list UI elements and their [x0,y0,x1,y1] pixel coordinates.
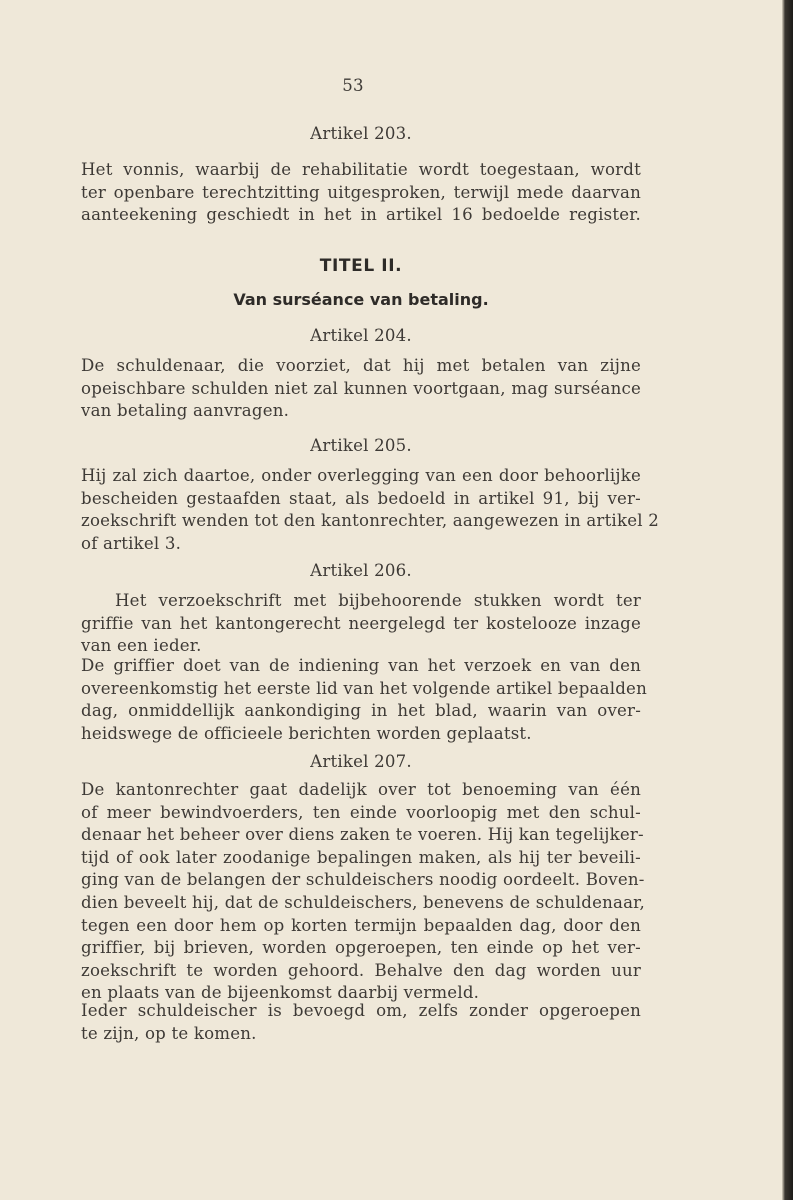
article-205-paragraph [81,465,659,555]
article-heading-205: Artikel 205. [310,436,412,455]
text-line: Hij zal zich daartoe, onder overlegging van een door behoorlijke [81,466,641,485]
page-number: 53 [342,76,364,95]
text-line: tegen een door hem op korten termijn bepaalden dag, door den [81,915,641,935]
text-line: Ieder schuldeischer is bevoegd om, zelfs zonder opgeroepen [81,1001,641,1020]
text-line: De griffier doet van de indiening van het verzoek en van den [81,656,641,675]
article-heading-206: Artikel 206. [310,561,412,580]
text-line: te zijn, op te komen. [81,1023,257,1043]
text-line: van een ieder. [81,636,202,656]
text-line: Het vonnis, waarbij de rehabilitatie wordt toegestaan, wordt [81,160,641,179]
text-line: of artikel 3. [81,533,182,553]
text-line: overeenkomstig het eerste lid van het volgende artikel bepaalden [81,678,647,698]
text-line: heidswege de officieele berichten worden geplaatst. [81,723,532,743]
article-207-paragraph-1 [81,779,645,1005]
text-line: aanteekening geschiedt in het in artikel 16 bedoelde register. [81,205,641,225]
article-206-paragraph-2 [81,655,647,745]
article-204-paragraph [81,355,641,423]
article-203-paragraph [81,159,641,227]
text-line: of meer bewindvoerders, ten einde voorloopig met den schul- [81,802,641,822]
text-line: van betaling aanvragen. [81,401,290,421]
page-edge-shadow [782,0,793,1200]
text-line: opeischbare schulden niet zal kunnen voortgaan, mag surséance [81,378,641,398]
text-line: bescheiden gestaafden staat, als bedoeld in artikel 91, bij ver- [81,488,641,508]
text-line: De schuldenaar, die voorziet, dat hij met betalen van zijne [81,356,641,375]
article-heading-203: Artikel 203. [310,124,412,143]
article-heading-204: Artikel 204. [310,326,412,345]
text-line: en plaats van de bijeenkomst daarbij vermeld. [81,983,480,1003]
text-line: dag, onmiddellijk aankondiging in het blad, waarin van over- [81,701,641,721]
article-207-paragraph-2 [81,1000,641,1045]
text-line: zoekschrift wenden tot den kantonrechter, aangewezen in artikel 2 [81,511,659,531]
text-line: zoekschrift te worden gehoord. Behalve den dag worden uur [81,960,641,980]
article-heading-207: Artikel 207. [310,752,412,771]
text-line: tijd of ook later zoodanige bepalingen maken, als hij ter beveili- [81,847,641,867]
text-line: De kantonrechter gaat dadelijk over tot benoeming van één [81,780,641,799]
article-206-paragraph-1 [81,590,641,658]
text-line: griffie van het kantongerecht neergelegd ter kostelooze inzage [81,613,641,633]
text-line: griffier, bij brieven, worden opgeroepen, ten einde op het ver- [81,938,641,958]
text-line: denaar het beheer over diens zaken te voeren. Hij kan tegelijker- [81,825,644,845]
text-line: ging van de belangen der schuldeischers noodig oordeelt. Boven- [81,870,645,890]
title-subtitle: Van surséance van betaling. [233,290,489,309]
text-line: Het verzoekschrift met bijbehoorende stukken wordt ter [115,591,641,610]
text-line: dien beveelt hij, dat de schuldeischers, benevens de schuldenaar, [81,892,645,912]
title-heading: TITEL II. [319,256,403,276]
text-line: ter openbare terechtzitting uitgesproken, terwijl mede daarvan [81,182,641,202]
